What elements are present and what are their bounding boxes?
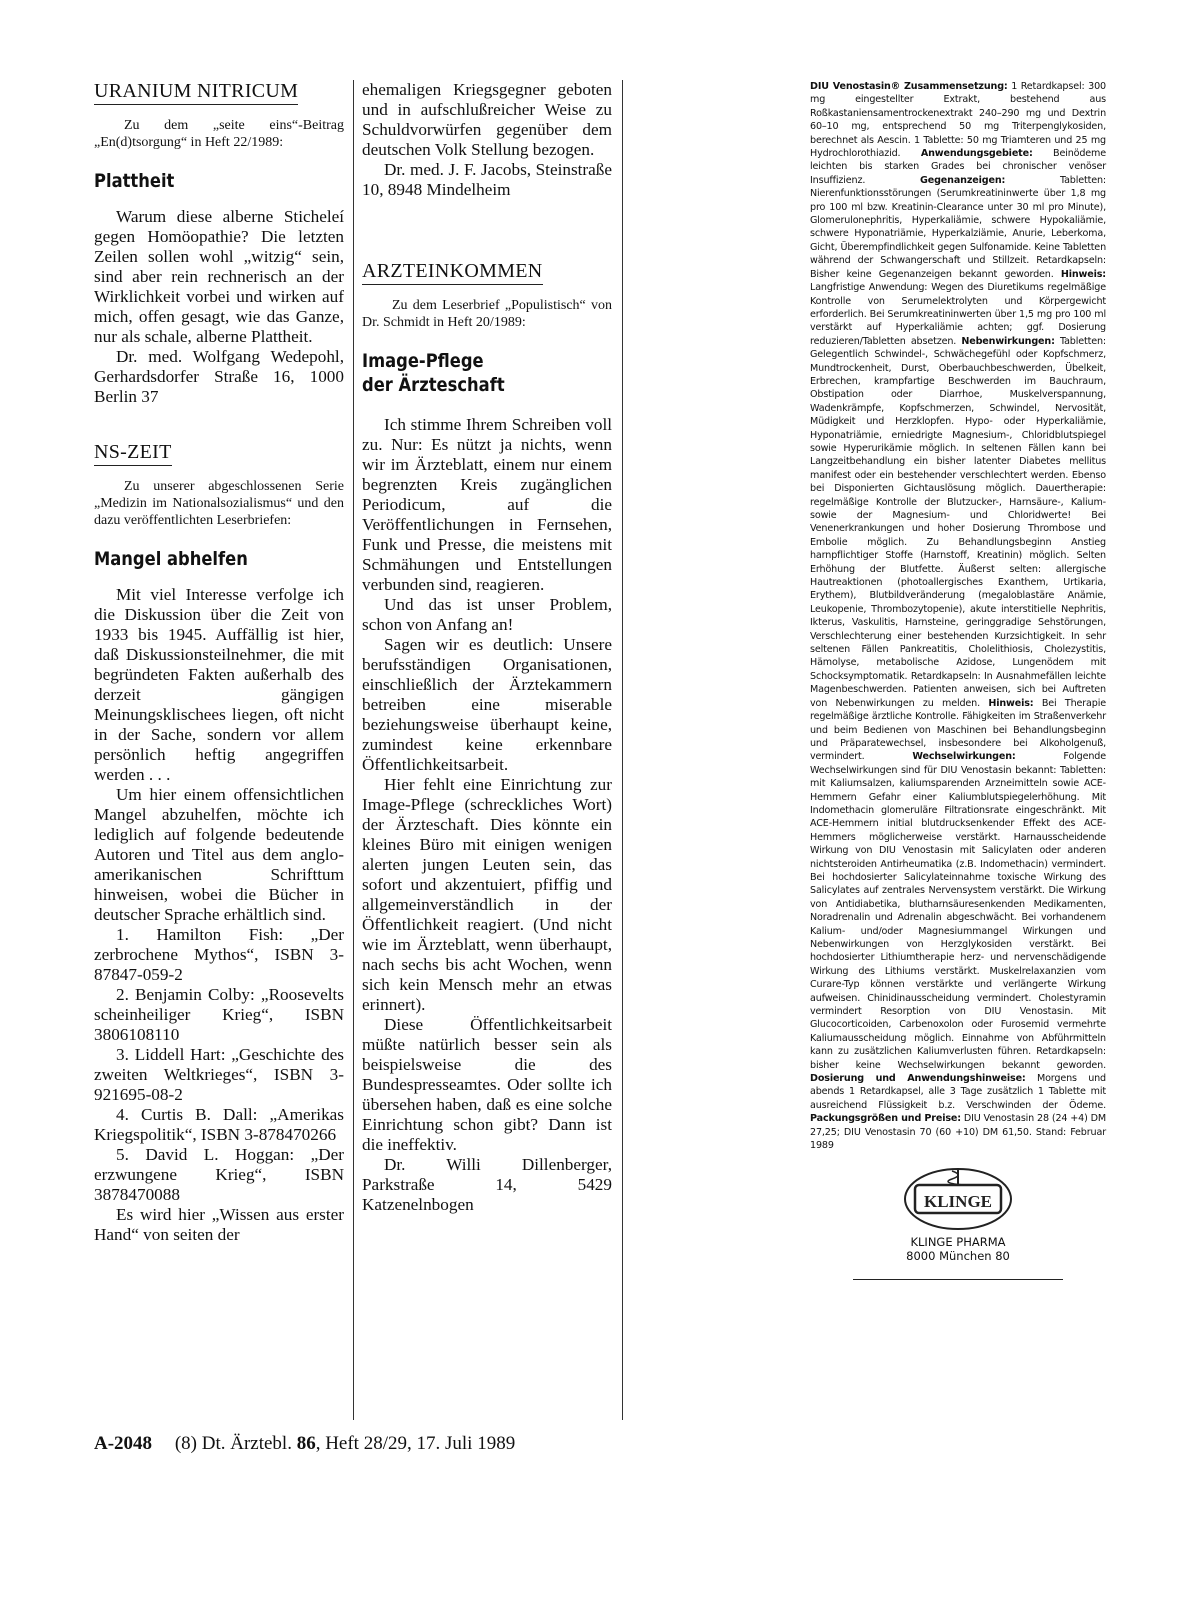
svg-text:KLINGE: KLINGE <box>923 1191 993 1211</box>
letter-signature: Dr. med. Wolfgang Wedepohl, Gerhardsdorfer Straße 16, 1000 Berlin 37 <box>94 347 344 406</box>
section-heading-arzteinkommen: ARZTEINKOMMEN <box>362 260 543 285</box>
list-item: 2. Benjamin Colby: „Roosevelts scheinheiliger Krieg“, ISBN 3806108110 <box>94 985 344 1044</box>
letter-intro: Zu dem „seite eins“-Beitrag „En(d)tsorgung“ in Heft 22/1989: <box>94 118 344 150</box>
letter-paragraph-continued: ehemaligen Kriegsgegner geboten und in aufschlußreicher Weise zu Schuldvorwürfen gegenüber dem deutschen Volk Stellung bezogen. <box>362 80 612 159</box>
letter-paragraph: Diese Öffentlichkeitsarbeit müßte natürlich besser sein als beispielsweise die des Bundespresseamtes. Oder sollte ich übersehen haben, daß es eine solche Einrichtung schon gibt? Dann ist die ineffektiv. <box>362 1015 612 1154</box>
volume-number: 86 <box>296 1433 316 1454</box>
footer-issue: , Heft 28/29, 17. Juli 1989 <box>315 1433 516 1454</box>
letter-paragraph: Hier fehlt eine Einrichtung zur Image-Pflege (schreckliches Wort) der Ärzteschaft. Dies könnte ein kleines Büro mit einigen wenigen alerten jungen Leuten sein, das sofort und akzentuiert, pfiffig und allgemeinverständlich in der Öffentlichkeit reagiert. (Und nicht wie im Ärzteblatt, wenn überhaupt, nach sechs bis acht Wochen, wenn sich kein Mensch mehr an etwas erinnert). <box>362 775 612 1014</box>
letter-title-plattheit: Plattheit <box>94 170 175 192</box>
page-footer <box>94 1433 515 1455</box>
drug-advertisement <box>810 80 1106 1280</box>
column-1 <box>94 80 344 1245</box>
letter-signature: Dr. Willi Dillenberger, Parkstraße 14, 5429 Katzenelnbogen <box>362 1155 612 1214</box>
ad-divider <box>853 1279 1063 1280</box>
company-city: 8000 München 80 <box>906 1248 1010 1263</box>
list-item: 3. Liddell Hart: „Geschichte des zweiten Weltkrieges“, ISBN 3-921695-08-2 <box>94 1045 344 1104</box>
section-heading-ns-zeit: NS-ZEIT <box>94 441 172 466</box>
letter-title-image-pflege <box>362 349 577 397</box>
list-item: 1. Hamilton Fish: „Der zerbrochene Mythos“, ISBN 3-87847-059-2 <box>94 925 344 984</box>
company-name: KLINGE PHARMA <box>910 1234 1006 1249</box>
footer-citation: (8) Dt. Ärztebl. <box>174 1433 297 1454</box>
letter-paragraph: Warum diese alberne Sticheleí gegen Homöopathie? Die letzten Zeilen sollen wohl „witzig“ sein, sind aber rein rechnerisch an der Wirklichkeit vorbei und wirken auf mich, offen gesagt, wie das Ganze, nur als schale, alberne Plattheit. <box>94 207 344 346</box>
letter-intro: Zu dem Leserbrief „Populistisch“ von Dr. Schmidt in Heft 20/1989: <box>362 298 612 330</box>
letter-paragraph: Sagen wir es deutlich: Unsere berufsständigen Organisationen, einschließlich der Ärztekammern betreiben eine miserable beziehungsweise überhaupt keine, zumindest keine erkennbare Öffentlichkeitsarbeit. <box>362 635 612 774</box>
ad-text: DIU Venostasin® Zusammensetzung: 1 Retardkapsel: 300 mg eingestellter Extrakt, bestehend aus Roßkastaniensamentrockenextrakt 240–290 mg und Dextrin 60–10 mg, entsprechend 50 mg Triterpenglykosiden, berechnet als Aescin. 1 Tablette: 50 mg Triamteren und 25 mg Hydrochlorothiazid. Anwendungsgebiete: Beinödeme leichten bis starken Grades bei chronischer venöser Insuffizienz. Gegenanzeigen: Tabletten: Nierenfunktionsstörungen (Serumkreatininwerte über 1,8 mg pro 100 ml bzw. Kreatinin-Clearance unter 30 ml pro Minute), Glomerulonephritis, Hyperkaliämie, schwere Hypokaliämie, schwere Hyponatriämie, Hyperkalziämie, Anurie, Leberkoma, Gicht, Überempfindlichkeit gegen Sulfonamide. Keine Tabletten während der Schwangerschaft und Stillzeit. Retardkapseln: Bisher keine Gegenanzeigen bekannt geworden. Hinweis: Langfristige Anwendung: Wegen des Diuretikums regelmäßige Kontrolle von Serumelektrolyten und Körpergewicht erforderlich. Bei Serumkreatininwerten über 1,5 mg pro 100 ml verstärkt auf Hyperkaliämie achten; ggf. Dosierung reduzieren/Tabletten absetzen. Nebenwirkungen: Tabletten: Gelegentlich Schwindel-, Schwächegefühl oder Kopfschmerz, Mundtrockenheit, Durst, Oberbauchbeschwerden, Übelkeit, Erbrechen, krampfartige Beschwerden im Bauchraum, Obstipation oder Diarrhoe, Muskelverspannung, Wadenkrämpfe, Kopfschmerzen, Schwindel, Nervosität, Müdigkeit und Herzklopfen. Hypo- oder Hyperkaliämie, Hyponatriämie, erniedrigte Magnesium-, Chloridblutspiegel sowie Hyperurikämie möglich. In seltenen Fällen kann bei Langzeitbehandlung ein bisher latenter Diabetes mellitus manifest oder ein bestehender verschlechtert werden. Ebenso bei Disponierten Gichtauslösung möglich. Dauertherapie: regelmäßige Kontrolle der Blutzucker-, Harnsäure-, Kalium- sowie der Magnesium- und Chloridwerte! Bei Venenerkrankungen und hoher Dosierung Thrombose und Embolie möglich. Zu Behandlungsbeginn Anstieg harnpflichtiger Stoffe (Harnstoff, Kreatinin) möglich. Selten Erhöhung der Blutfette. Äußerst selten: allergische Hautreaktionen (photoallergisches Exanthem, Urtikaria, Erythem), Blutbildveränderung (megaloblastäre Anämie, Leukopenie, Thrombozytopenie), akute interstitielle Nephritis, Ikterus, Vaskulitis, Harnsteine, geringgradige Sehstörungen, Verschlechterung einer bestehenden Kurzsichtigkeit. In sehr seltenen Fällen Pankreatitis, Cholelithiosis, Cholezystitis, Hämolyse, metabolische Azidose, Lungenödem mit Schocksymptomatik. Retardkapseln: In Ausnahmefällen leichte Magenbeschwerden. Patienten anweisen, sich bei Auftreten von Nebenwirkungen zu melden. Hinweis: Bei Therapie regelmäßige ärztliche Kontrolle. Fähigkeiten im Straßenverkehr und beim Bedienen von Maschinen bei Behandlungsbeginn und Präparatewechsel, insbesondere bei Alkoholgenuß, vermindert. Wechselwirkungen: Folgende Wechselwirkungen sind für DIU Venostasin bekannt: Tabletten: mit Kaliumsalzen, kaliumsparenden Arzneimitteln sowie ACE-Hemmern Gefahr einer Kaliumblutspiegelerhöhung. Mit Indomethacin glomeruläre Filtrationsrate eingeschränkt. Mit ACE-Hemmern initial blutdrucksenkender Effekt des ACE-Hemmers möglicherweise verstärkt. Harnausscheidende Wirkung von DIU Venostasin mit Salicylaten oder anderen nichtsteroiden Antirheumatika (z.B. Indomethacin) vermindert. Bei hochdosierter Salicylateinnahme toxische Wirkung des Salicylates auf zentrales Nervensystem verstärkt. Die Wirkung von Antidiabetika, blutharnsäuresenkenden Medikamenten, Noradrenalin und Adrenalin abgeschwächt. Bei vorhandenem Kalium- und/oder Magnesiummangel Wirkungen und Nebenwirkungen von Herzglykosiden verstärkt. Bei hochdosierter Lithiumtherapie herz- und nervenschädigende Wirkung des Lithiums verstärkt. Muskelrelaxanzien vom Curare-Typ können verstärkte und verlängerte Wirkung aufweisen. Chinidinausscheidung vermindert. Cholestyramin vermindert Resorption von DIU Venostasin. Mit Glucocorticoiden, Carbenoxolon oder Furosemid vermehrte Kaliumausscheidung möglich. Einnahme von Abführmitteln kann zu zusätzlichen Kaliumverlusten führen. Retardkapseln: bisher keine Wechselwirkungen bekannt geworden. Dosierung und Anwendungshinweise: Morgens und abends 1 Retardkapsel, alle 3 Tage zusätzlich 1 Tablette mit ausreichend Flüssigkeit b.z. Verschwinden der Ödeme. Packungsgrößen und Preise: DIU Venostasin 28 (24 +4) DM 27,25; DIU Venostasin 70 (60 +10) DM 61,50. Stand: Februar 1989 <box>810 81 1107 1152</box>
column-rule-2 <box>622 80 623 1420</box>
letter-paragraph: Es wird hier „Wissen aus erster Hand“ von seiten der <box>94 1205 344 1244</box>
letter-paragraph: Ich stimme Ihrem Schreiben voll zu. Nur: Es nützt ja nichts, wenn wir im Ärzteblatt, einem nur einem begrenzten Kreis zugänglichen Periodicum, auf die Veröffentlichungen in Fernsehen, Funk und Presse, die meistens mit Schmähungen und Entstellungen verbunden sind, reagieren. <box>362 415 612 594</box>
klinge-logo-icon <box>903 1165 1013 1231</box>
klinge-logo <box>810 1165 1106 1235</box>
letter-paragraph: Und das ist unser Problem, schon von Anfang an! <box>362 595 612 634</box>
list-item: 4. Curtis B. Dall: „Amerikas Kriegspolitik“, ISBN 3-878470266 <box>94 1105 344 1144</box>
letter-signature: Dr. med. J. F. Jacobs, Steinstraße 10, 8948 Mindelheim <box>362 160 612 199</box>
page-number: A-2048 <box>94 1433 153 1454</box>
column-2 <box>362 80 612 1215</box>
letter-paragraph: Mit viel Interesse verfolge ich die Diskussion über die Zeit von 1933 bis 1945. Auffällig ist hier, daß Diskussionsteilnehmer, die mit begründeten Fakten außerhalb des derzeit gängigen Meinungsklischees liegen, oft nicht in der Sache, sondern vor allem persönlich heftig angegriffen werden . . . <box>94 585 344 784</box>
title-line: Image-Pflege <box>362 350 484 372</box>
section-heading-uranium: URANIUM NITRICUM <box>94 80 298 105</box>
title-line: der Ärzteschaft <box>362 374 505 396</box>
letter-title-mangel: Mangel abhelfen <box>94 548 248 570</box>
letter-paragraph: Um hier einem offensichtlichen Mangel abzuhelfen, möchte ich lediglich auf folgende bedeutende Autoren und Titel aus dem anglo-amerikanischen Schrifttum hinweisen, wobei die Bücher in deutscher Sprache erhältlich sind. <box>94 785 344 924</box>
list-item: 5. David L. Hoggan: „Der erzwungene Krieg“, ISBN 3878470088 <box>94 1145 344 1204</box>
column-rule-1 <box>353 80 354 1420</box>
letter-intro: Zu unserer abgeschlossenen Serie „Medizin im Nationalsozialismus“ und den dazu veröffentlichten Leserbriefen: <box>94 479 344 528</box>
